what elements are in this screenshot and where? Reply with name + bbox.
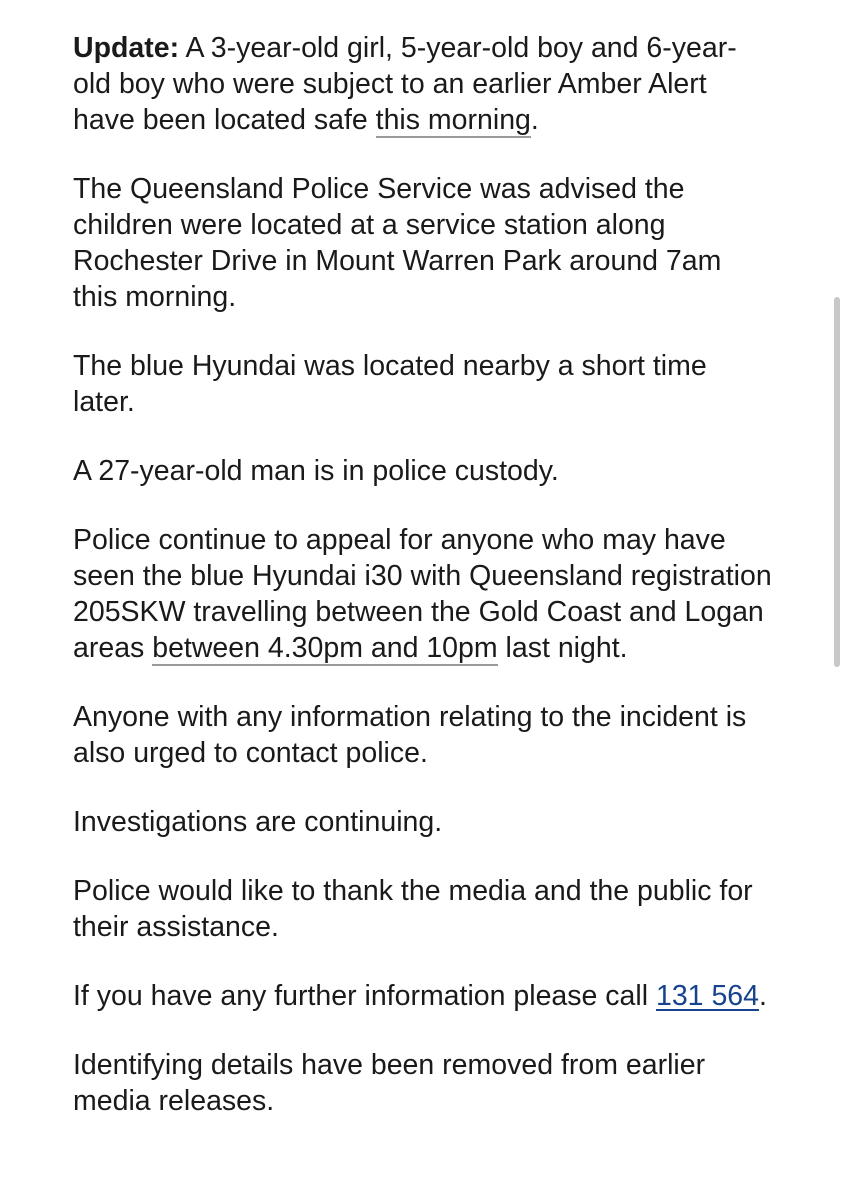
information-paragraph: Anyone with any information relating to the incident is also urged to contact police. <box>73 701 747 769</box>
phone-link[interactable]: 131 564 <box>655 980 760 1012</box>
contact-paragraph <box>73 978 773 1014</box>
investigations-paragraph: Investigations are continuing. <box>73 806 443 838</box>
article-body <box>73 30 773 1119</box>
vehicle-paragraph: The blue Hyundai was located nearby a short time later. <box>73 350 707 418</box>
appeal-paragraph <box>73 522 773 666</box>
appeal-highlight: between 4.30pm and 10pm <box>152 632 498 664</box>
location-paragraph: The Queensland Police Service was advised the children were located at a service station along Rochester Drive in Mount Warren Park around 7am this morning. <box>73 173 722 313</box>
identifying-paragraph: Identifying details have been removed from earlier media releases. <box>73 1049 706 1117</box>
thanks-paragraph: Police would like to thank the media and the public for their assistance. <box>73 875 753 943</box>
appeal-text-end: last night. <box>497 632 628 664</box>
update-label: Update: <box>73 32 180 64</box>
update-paragraph <box>73 30 773 138</box>
custody-paragraph: A 27-year-old man is in police custody. <box>73 455 559 487</box>
vertical-scrollbar[interactable] <box>834 297 840 667</box>
contact-text-end: . <box>759 980 767 1012</box>
update-text: A 3-year-old girl, 5-year-old boy and 6-year-old boy who were subject to an earlier Amber Alert have been located safe <box>73 32 737 136</box>
contact-text: If you have any further information please call <box>73 980 656 1012</box>
appeal-text: Police continue to appeal for anyone who may have seen the blue Hyundai i30 with Queensland registration 205SKW travelling between the Gold Coast and Logan areas <box>73 524 772 664</box>
update-text-end: . <box>530 104 539 136</box>
update-highlight: this morning <box>375 104 531 136</box>
